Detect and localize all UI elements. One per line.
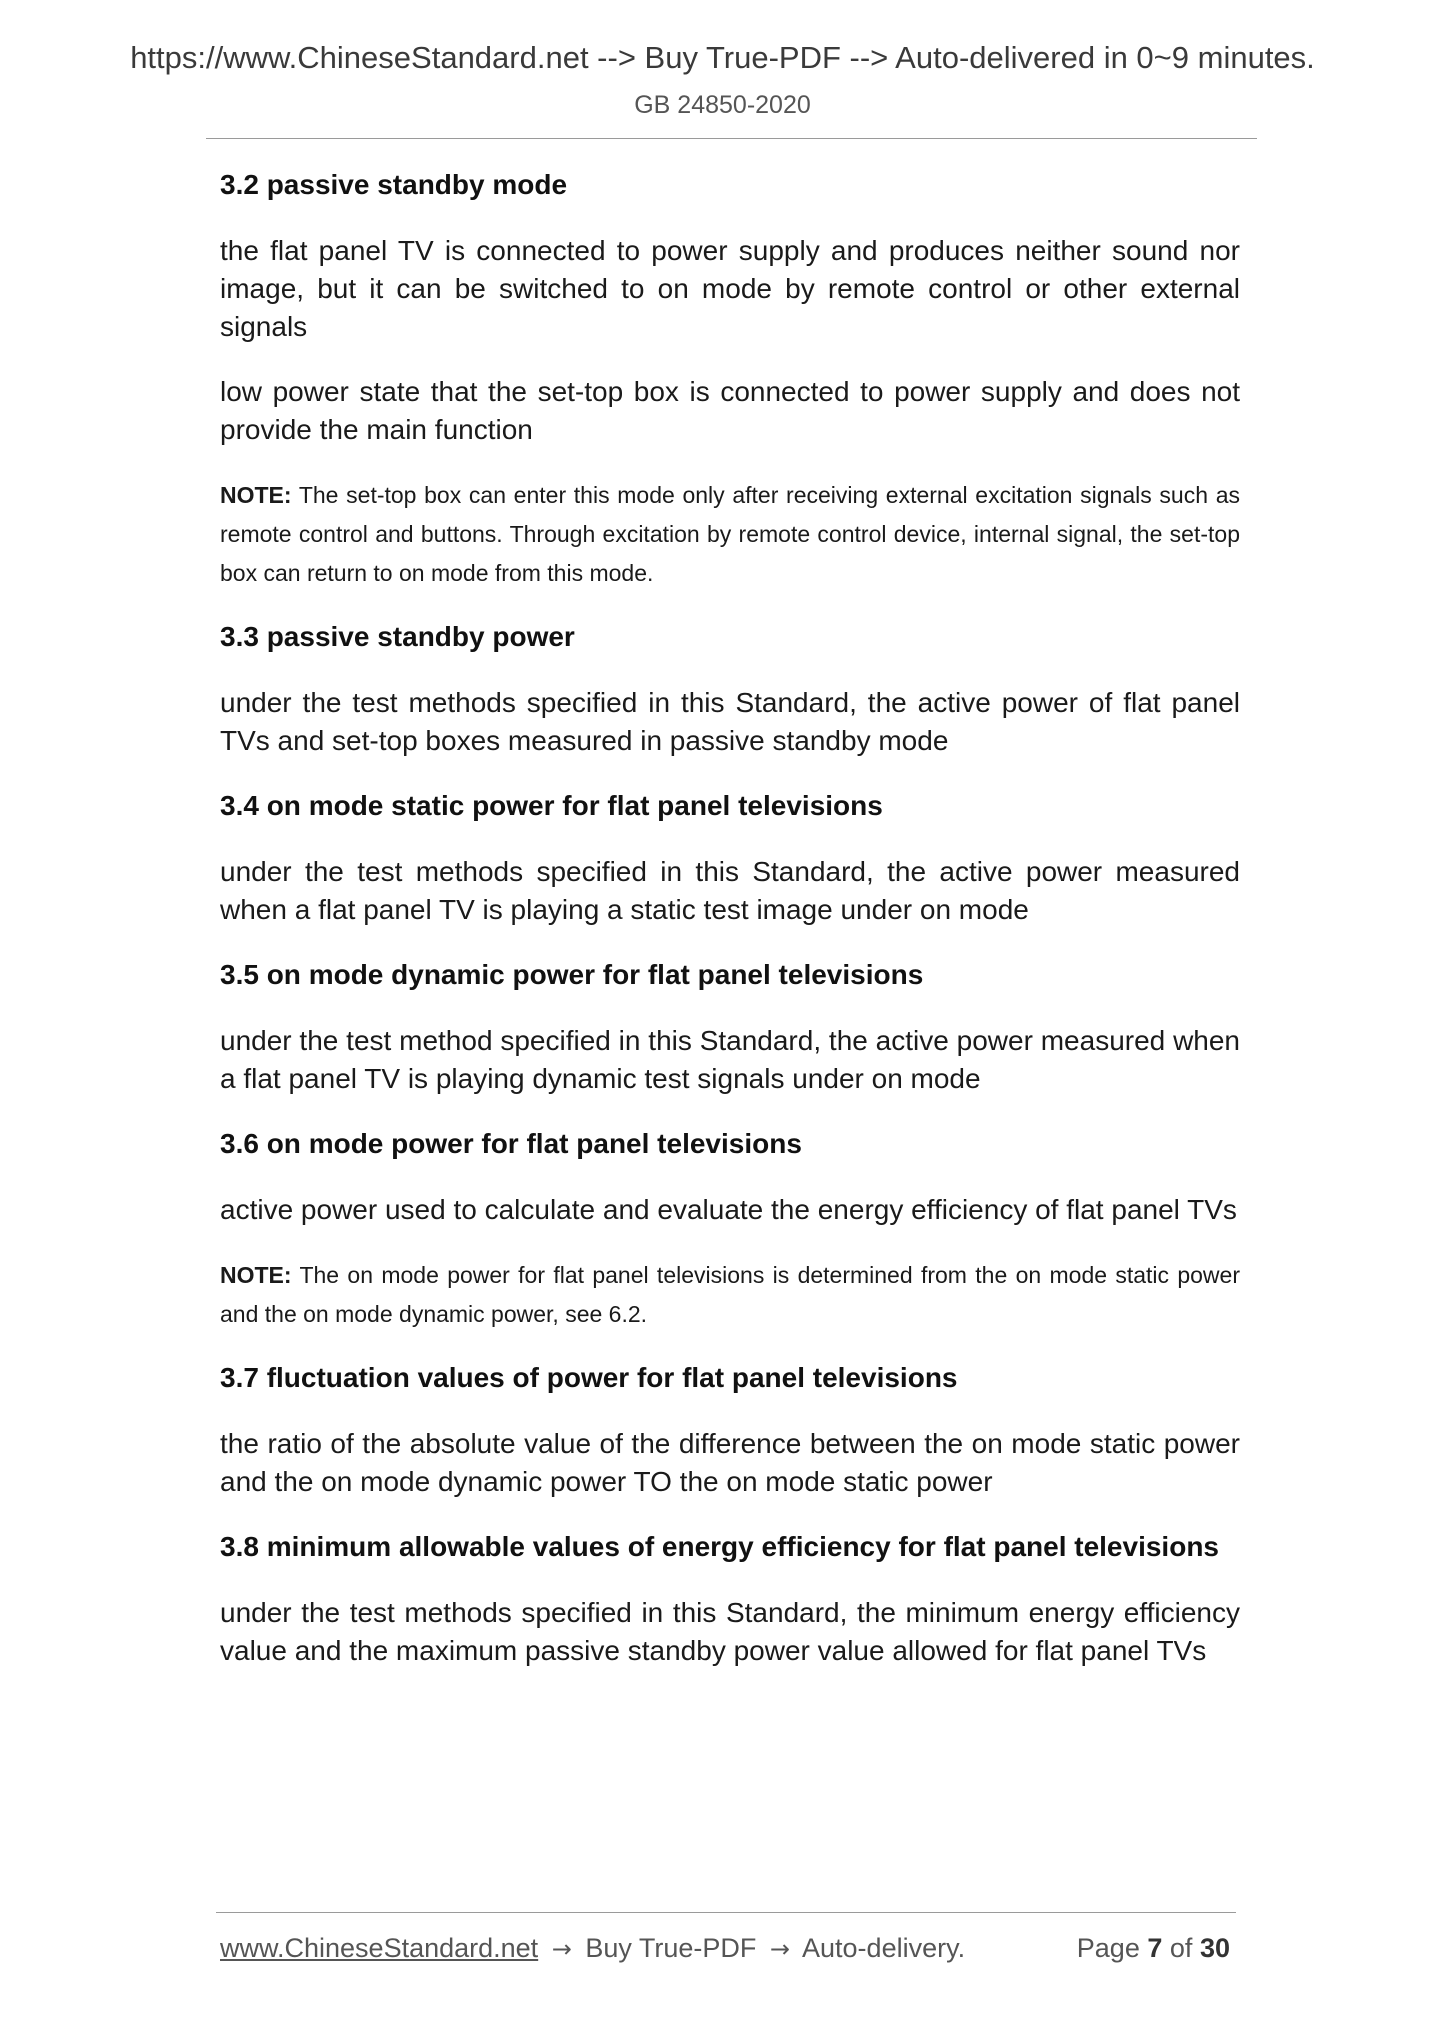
- note-paragraph: [220, 476, 1240, 593]
- page-footer: [220, 1928, 1230, 1968]
- note-paragraph: [220, 1256, 1240, 1334]
- definition-paragraph: low power state that the set-top box is connected to power supply and does not provide the main function: [220, 376, 1240, 445]
- document-body: [220, 160, 1240, 1697]
- definition-paragraph: under the test methods specified in this Standard, the minimum energy efficiency value and the maximum passive standby power value allowed for flat panel TVs: [220, 1597, 1240, 1666]
- current-page-number: 7: [1147, 1933, 1163, 1963]
- definition-paragraph: under the test methods specified in this Standard, the active power measured when a flat panel TV is playing a static test image under on mode: [220, 856, 1240, 925]
- section-heading-3-7: 3.7 fluctuation values of power for flat panel televisions: [220, 1362, 958, 1393]
- definition-paragraph: active power used to calculate and evaluate the energy efficiency of flat panel TVs: [220, 1194, 1237, 1225]
- note-text: The on mode power for flat panel televisions is determined from the on mode static power and the on mode dynamic power, see 6.2.: [220, 1262, 1240, 1327]
- note-text: The set-top box can enter this mode only after receiving external excitation signals such as remote control and buttons. Through excitation by remote control device, internal signal, the set-top box can return to on mode from this mode.: [220, 482, 1240, 586]
- section-heading-3-4: 3.4 on mode static power for flat panel televisions: [220, 790, 883, 821]
- section-heading-3-6: 3.6 on mode power for flat panel televisions: [220, 1128, 802, 1159]
- section-heading-3-2: 3.2 passive standby mode: [220, 169, 568, 200]
- header-divider: [206, 138, 1257, 139]
- page-indicator: [1077, 1928, 1230, 1968]
- note-label: NOTE:: [220, 1262, 292, 1288]
- right-arrow-icon: →: [551, 1935, 572, 1963]
- delivery-text: Auto-delivery.: [802, 1933, 966, 1963]
- buy-text: Buy True-PDF: [585, 1933, 757, 1963]
- section-heading-3-3: 3.3 passive standby power: [220, 621, 575, 652]
- site-link[interactable]: www.ChineseStandard.net: [220, 1933, 539, 1963]
- definition-paragraph: under the test method specified in this Standard, the active power measured when a flat panel TV is playing dynamic test signals under on mode: [220, 1025, 1240, 1094]
- right-arrow-icon: →: [769, 1935, 790, 1963]
- of-label: of: [1169, 1933, 1193, 1963]
- definition-paragraph: the flat panel TV is connected to power supply and produces neither sound nor image, but it can be switched to on mode by remote control or other external signals: [220, 235, 1240, 342]
- footer-promo: [220, 1928, 965, 1969]
- total-pages-number: 30: [1199, 1933, 1230, 1963]
- definition-paragraph: the ratio of the absolute value of the difference between the on mode static power and the on mode dynamic power TO the on mode static power: [220, 1428, 1240, 1497]
- section-heading-3-5: 3.5 on mode dynamic power for flat panel televisions: [220, 959, 924, 990]
- note-label: NOTE:: [220, 482, 292, 508]
- footer-divider: [216, 1912, 1236, 1913]
- section-heading-3-8: 3.8 minimum allowable values of energy efficiency for flat panel televisions: [220, 1531, 1219, 1562]
- document-code: GB 24850-2020: [634, 91, 811, 119]
- page-label: Page: [1076, 1933, 1140, 1963]
- source-banner: https://www.ChineseStandard.net --> Buy True-PDF --> Auto-delivered in 0~9 minutes.: [130, 40, 1315, 75]
- definition-paragraph: under the test methods specified in this Standard, the active power of flat panel TVs and set-top boxes measured in passive standby mode: [220, 687, 1240, 756]
